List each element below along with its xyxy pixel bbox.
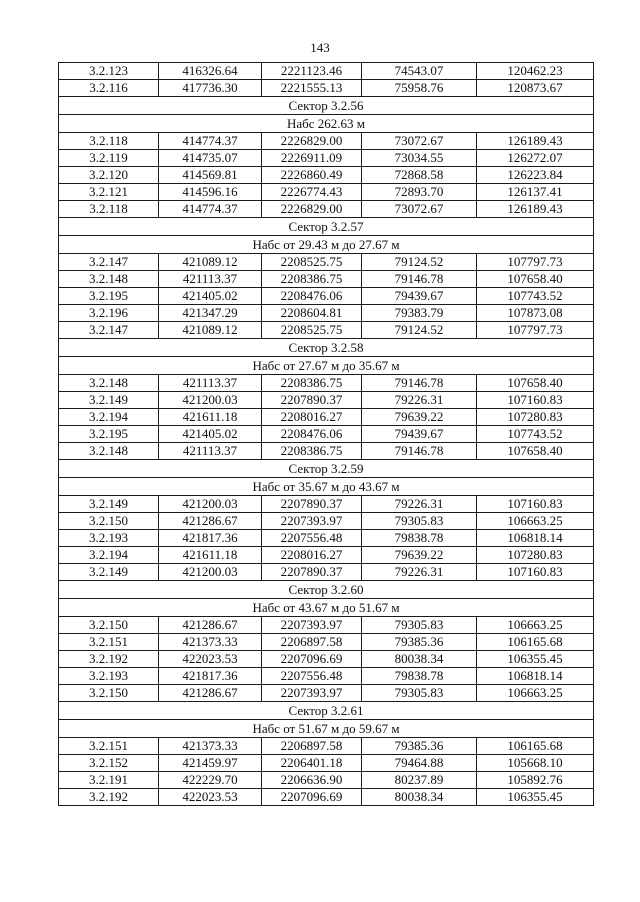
sector-title-row bbox=[59, 460, 594, 478]
sector-elevation: Набс от 35.67 м до 43.67 м bbox=[59, 478, 594, 496]
point-id-cell: 3.2.118 bbox=[59, 201, 159, 218]
point-id-cell: 3.2.193 bbox=[59, 530, 159, 547]
coord-y-cell: 2207556.48 bbox=[262, 668, 362, 685]
local-y-cell: 107743.52 bbox=[477, 426, 594, 443]
table-row bbox=[59, 201, 594, 218]
coord-x-cell: 421089.12 bbox=[159, 254, 262, 271]
coord-y-cell: 2226860.49 bbox=[262, 167, 362, 184]
table-row bbox=[59, 547, 594, 564]
local-x-cell: 79226.31 bbox=[362, 496, 477, 513]
coord-x-cell: 421286.67 bbox=[159, 617, 262, 634]
table-row bbox=[59, 63, 594, 80]
point-id-cell: 3.2.149 bbox=[59, 496, 159, 513]
table-row bbox=[59, 513, 594, 530]
local-x-cell: 75958.76 bbox=[362, 80, 477, 97]
coord-x-cell: 414735.07 bbox=[159, 150, 262, 167]
coord-x-cell: 421113.37 bbox=[159, 271, 262, 288]
coord-x-cell: 414774.37 bbox=[159, 133, 262, 150]
local-y-cell: 120873.67 bbox=[477, 80, 594, 97]
point-id-cell: 3.2.195 bbox=[59, 288, 159, 305]
local-x-cell: 79124.52 bbox=[362, 322, 477, 339]
sector-elevation-row bbox=[59, 357, 594, 375]
page-number: 143 bbox=[310, 40, 330, 55]
point-id-cell: 3.2.149 bbox=[59, 564, 159, 581]
point-id-cell: 3.2.150 bbox=[59, 617, 159, 634]
coord-y-cell: 2206897.58 bbox=[262, 634, 362, 651]
local-y-cell: 106818.14 bbox=[477, 668, 594, 685]
coord-x-cell: 421611.18 bbox=[159, 547, 262, 564]
local-x-cell: 73072.67 bbox=[362, 201, 477, 218]
coord-x-cell: 421200.03 bbox=[159, 496, 262, 513]
point-id-cell: 3.2.150 bbox=[59, 513, 159, 530]
sector-elevation-row bbox=[59, 478, 594, 496]
coord-y-cell: 2208604.81 bbox=[262, 305, 362, 322]
point-id-cell: 3.2.148 bbox=[59, 375, 159, 392]
sector-elevation: Набс от 29.43 м до 27.67 м bbox=[59, 236, 594, 254]
sector-elevation: Набс от 43.67 м до 51.67 м bbox=[59, 599, 594, 617]
point-id-cell: 3.2.147 bbox=[59, 322, 159, 339]
local-x-cell: 79124.52 bbox=[362, 254, 477, 271]
coord-y-cell: 2207393.97 bbox=[262, 617, 362, 634]
table-row bbox=[59, 772, 594, 789]
table-row bbox=[59, 254, 594, 271]
coord-x-cell: 421405.02 bbox=[159, 288, 262, 305]
coord-x-cell: 417736.30 bbox=[159, 80, 262, 97]
table-row bbox=[59, 322, 594, 339]
table-row bbox=[59, 755, 594, 772]
point-id-cell: 3.2.195 bbox=[59, 426, 159, 443]
sector-elevation-row bbox=[59, 599, 594, 617]
local-x-cell: 80038.34 bbox=[362, 789, 477, 806]
sector-title-row bbox=[59, 702, 594, 720]
coord-x-cell: 414569.81 bbox=[159, 167, 262, 184]
local-y-cell: 120462.23 bbox=[477, 63, 594, 80]
local-x-cell: 73034.55 bbox=[362, 150, 477, 167]
table-row bbox=[59, 685, 594, 702]
coord-y-cell: 2207556.48 bbox=[262, 530, 362, 547]
table-row bbox=[59, 184, 594, 201]
point-id-cell: 3.2.191 bbox=[59, 772, 159, 789]
local-y-cell: 126223.84 bbox=[477, 167, 594, 184]
local-y-cell: 106355.45 bbox=[477, 789, 594, 806]
point-id-cell: 3.2.192 bbox=[59, 651, 159, 668]
coord-y-cell: 2206897.58 bbox=[262, 738, 362, 755]
coord-y-cell: 2221123.46 bbox=[262, 63, 362, 80]
point-id-cell: 3.2.152 bbox=[59, 755, 159, 772]
local-x-cell: 79639.22 bbox=[362, 409, 477, 426]
table-row bbox=[59, 133, 594, 150]
table-row bbox=[59, 738, 594, 755]
local-x-cell: 79838.78 bbox=[362, 668, 477, 685]
coord-y-cell: 2208016.27 bbox=[262, 547, 362, 564]
sector-title: Сектор 3.2.60 bbox=[59, 581, 594, 599]
coord-y-cell: 2208476.06 bbox=[262, 288, 362, 305]
coord-x-cell: 421200.03 bbox=[159, 564, 262, 581]
coord-x-cell: 421286.67 bbox=[159, 513, 262, 530]
table-row bbox=[59, 271, 594, 288]
local-x-cell: 79639.22 bbox=[362, 547, 477, 564]
sector-title-row bbox=[59, 339, 594, 357]
local-y-cell: 107280.83 bbox=[477, 409, 594, 426]
point-id-cell: 3.2.150 bbox=[59, 685, 159, 702]
sector-title: Сектор 3.2.61 bbox=[59, 702, 594, 720]
point-id-cell: 3.2.194 bbox=[59, 409, 159, 426]
sector-elevation-row bbox=[59, 720, 594, 738]
local-x-cell: 79146.78 bbox=[362, 375, 477, 392]
coord-y-cell: 2206636.90 bbox=[262, 772, 362, 789]
table-row bbox=[59, 634, 594, 651]
coord-x-cell: 422023.53 bbox=[159, 651, 262, 668]
local-y-cell: 105892.76 bbox=[477, 772, 594, 789]
local-x-cell: 73072.67 bbox=[362, 133, 477, 150]
sector-elevation: Набс 262.63 м bbox=[59, 115, 594, 133]
point-id-cell: 3.2.193 bbox=[59, 668, 159, 685]
local-x-cell: 79146.78 bbox=[362, 443, 477, 460]
coord-y-cell: 2226774.43 bbox=[262, 184, 362, 201]
point-id-cell: 3.2.118 bbox=[59, 133, 159, 150]
coord-x-cell: 421373.33 bbox=[159, 634, 262, 651]
coord-x-cell: 421817.36 bbox=[159, 530, 262, 547]
coord-x-cell: 414774.37 bbox=[159, 201, 262, 218]
local-y-cell: 107160.83 bbox=[477, 564, 594, 581]
sector-title: Сектор 3.2.58 bbox=[59, 339, 594, 357]
local-x-cell: 79464.88 bbox=[362, 755, 477, 772]
local-y-cell: 107658.40 bbox=[477, 271, 594, 288]
point-id-cell: 3.2.194 bbox=[59, 547, 159, 564]
local-y-cell: 107797.73 bbox=[477, 322, 594, 339]
coord-y-cell: 2207393.97 bbox=[262, 685, 362, 702]
point-id-cell: 3.2.120 bbox=[59, 167, 159, 184]
sector-elevation: Набс от 27.67 м до 35.67 м bbox=[59, 357, 594, 375]
point-id-cell: 3.2.119 bbox=[59, 150, 159, 167]
local-x-cell: 79146.78 bbox=[362, 271, 477, 288]
local-y-cell: 106355.45 bbox=[477, 651, 594, 668]
local-y-cell: 107160.83 bbox=[477, 496, 594, 513]
coord-x-cell: 421113.37 bbox=[159, 443, 262, 460]
coord-x-cell: 421089.12 bbox=[159, 322, 262, 339]
table-row bbox=[59, 426, 594, 443]
local-y-cell: 126137.41 bbox=[477, 184, 594, 201]
coord-x-cell: 422229.70 bbox=[159, 772, 262, 789]
local-x-cell: 80237.89 bbox=[362, 772, 477, 789]
point-id-cell: 3.2.151 bbox=[59, 634, 159, 651]
coord-y-cell: 2208386.75 bbox=[262, 271, 362, 288]
coord-y-cell: 2208476.06 bbox=[262, 426, 362, 443]
sector-title-row bbox=[59, 218, 594, 236]
local-x-cell: 79385.36 bbox=[362, 634, 477, 651]
local-x-cell: 72868.58 bbox=[362, 167, 477, 184]
coord-y-cell: 2221555.13 bbox=[262, 80, 362, 97]
local-x-cell: 79838.78 bbox=[362, 530, 477, 547]
table-row bbox=[59, 409, 594, 426]
table-row bbox=[59, 789, 594, 806]
sector-title-row bbox=[59, 581, 594, 599]
coord-y-cell: 2207890.37 bbox=[262, 392, 362, 409]
coord-x-cell: 421113.37 bbox=[159, 375, 262, 392]
table-row bbox=[59, 496, 594, 513]
coord-y-cell: 2208525.75 bbox=[262, 322, 362, 339]
coord-y-cell: 2207890.37 bbox=[262, 496, 362, 513]
sector-title: Сектор 3.2.57 bbox=[59, 218, 594, 236]
coord-x-cell: 421459.97 bbox=[159, 755, 262, 772]
coord-x-cell: 421347.29 bbox=[159, 305, 262, 322]
local-y-cell: 106818.14 bbox=[477, 530, 594, 547]
coord-x-cell: 421373.33 bbox=[159, 738, 262, 755]
point-id-cell: 3.2.148 bbox=[59, 443, 159, 460]
local-y-cell: 106165.68 bbox=[477, 634, 594, 651]
local-y-cell: 107743.52 bbox=[477, 288, 594, 305]
coord-y-cell: 2226911.09 bbox=[262, 150, 362, 167]
local-y-cell: 126189.43 bbox=[477, 201, 594, 218]
local-x-cell: 79305.83 bbox=[362, 617, 477, 634]
sector-title: Сектор 3.2.59 bbox=[59, 460, 594, 478]
coord-y-cell: 2207393.97 bbox=[262, 513, 362, 530]
point-id-cell: 3.2.196 bbox=[59, 305, 159, 322]
table-row bbox=[59, 80, 594, 97]
coord-y-cell: 2208386.75 bbox=[262, 375, 362, 392]
table-row bbox=[59, 651, 594, 668]
table-row bbox=[59, 668, 594, 685]
local-y-cell: 107658.40 bbox=[477, 443, 594, 460]
local-y-cell: 107280.83 bbox=[477, 547, 594, 564]
coordinates-table bbox=[58, 62, 594, 806]
local-y-cell: 107160.83 bbox=[477, 392, 594, 409]
coord-y-cell: 2226829.00 bbox=[262, 201, 362, 218]
coord-y-cell: 2206401.18 bbox=[262, 755, 362, 772]
table-row bbox=[59, 530, 594, 547]
sector-title: Сектор 3.2.56 bbox=[59, 97, 594, 115]
local-x-cell: 79439.67 bbox=[362, 426, 477, 443]
coordinates-table-body bbox=[59, 63, 594, 806]
sector-elevation: Набс от 51.67 м до 59.67 м bbox=[59, 720, 594, 738]
local-y-cell: 126189.43 bbox=[477, 133, 594, 150]
point-id-cell: 3.2.149 bbox=[59, 392, 159, 409]
table-row bbox=[59, 305, 594, 322]
table-row bbox=[59, 375, 594, 392]
local-y-cell: 107873.08 bbox=[477, 305, 594, 322]
local-x-cell: 79226.31 bbox=[362, 564, 477, 581]
local-y-cell: 107658.40 bbox=[477, 375, 594, 392]
local-y-cell: 105668.10 bbox=[477, 755, 594, 772]
coord-y-cell: 2208525.75 bbox=[262, 254, 362, 271]
local-y-cell: 106663.25 bbox=[477, 513, 594, 530]
table-row bbox=[59, 150, 594, 167]
coord-x-cell: 421817.36 bbox=[159, 668, 262, 685]
table-row bbox=[59, 564, 594, 581]
table-row bbox=[59, 288, 594, 305]
coord-x-cell: 414596.16 bbox=[159, 184, 262, 201]
point-id-cell: 3.2.123 bbox=[59, 63, 159, 80]
local-x-cell: 79383.79 bbox=[362, 305, 477, 322]
coord-y-cell: 2207096.69 bbox=[262, 651, 362, 668]
point-id-cell: 3.2.148 bbox=[59, 271, 159, 288]
table-row bbox=[59, 443, 594, 460]
local-y-cell: 107797.73 bbox=[477, 254, 594, 271]
point-id-cell: 3.2.116 bbox=[59, 80, 159, 97]
local-y-cell: 106663.25 bbox=[477, 685, 594, 702]
point-id-cell: 3.2.151 bbox=[59, 738, 159, 755]
sector-elevation-row bbox=[59, 236, 594, 254]
point-id-cell: 3.2.192 bbox=[59, 789, 159, 806]
table-row bbox=[59, 392, 594, 409]
local-x-cell: 79385.36 bbox=[362, 738, 477, 755]
coord-y-cell: 2207096.69 bbox=[262, 789, 362, 806]
coord-y-cell: 2208386.75 bbox=[262, 443, 362, 460]
coord-y-cell: 2208016.27 bbox=[262, 409, 362, 426]
point-id-cell: 3.2.147 bbox=[59, 254, 159, 271]
local-x-cell: 79305.83 bbox=[362, 685, 477, 702]
local-x-cell: 80038.34 bbox=[362, 651, 477, 668]
table-row bbox=[59, 167, 594, 184]
coord-x-cell: 422023.53 bbox=[159, 789, 262, 806]
local-x-cell: 79226.31 bbox=[362, 392, 477, 409]
local-y-cell: 106663.25 bbox=[477, 617, 594, 634]
sector-elevation-row bbox=[59, 115, 594, 133]
local-x-cell: 79305.83 bbox=[362, 513, 477, 530]
table-row bbox=[59, 617, 594, 634]
point-id-cell: 3.2.121 bbox=[59, 184, 159, 201]
local-y-cell: 126272.07 bbox=[477, 150, 594, 167]
coord-y-cell: 2226829.00 bbox=[262, 133, 362, 150]
coord-x-cell: 416326.64 bbox=[159, 63, 262, 80]
sector-title-row bbox=[59, 97, 594, 115]
coord-x-cell: 421611.18 bbox=[159, 409, 262, 426]
local-x-cell: 74543.07 bbox=[362, 63, 477, 80]
coord-x-cell: 421405.02 bbox=[159, 426, 262, 443]
local-x-cell: 79439.67 bbox=[362, 288, 477, 305]
coord-x-cell: 421286.67 bbox=[159, 685, 262, 702]
local-x-cell: 72893.70 bbox=[362, 184, 477, 201]
local-y-cell: 106165.68 bbox=[477, 738, 594, 755]
coord-x-cell: 421200.03 bbox=[159, 392, 262, 409]
coord-y-cell: 2207890.37 bbox=[262, 564, 362, 581]
